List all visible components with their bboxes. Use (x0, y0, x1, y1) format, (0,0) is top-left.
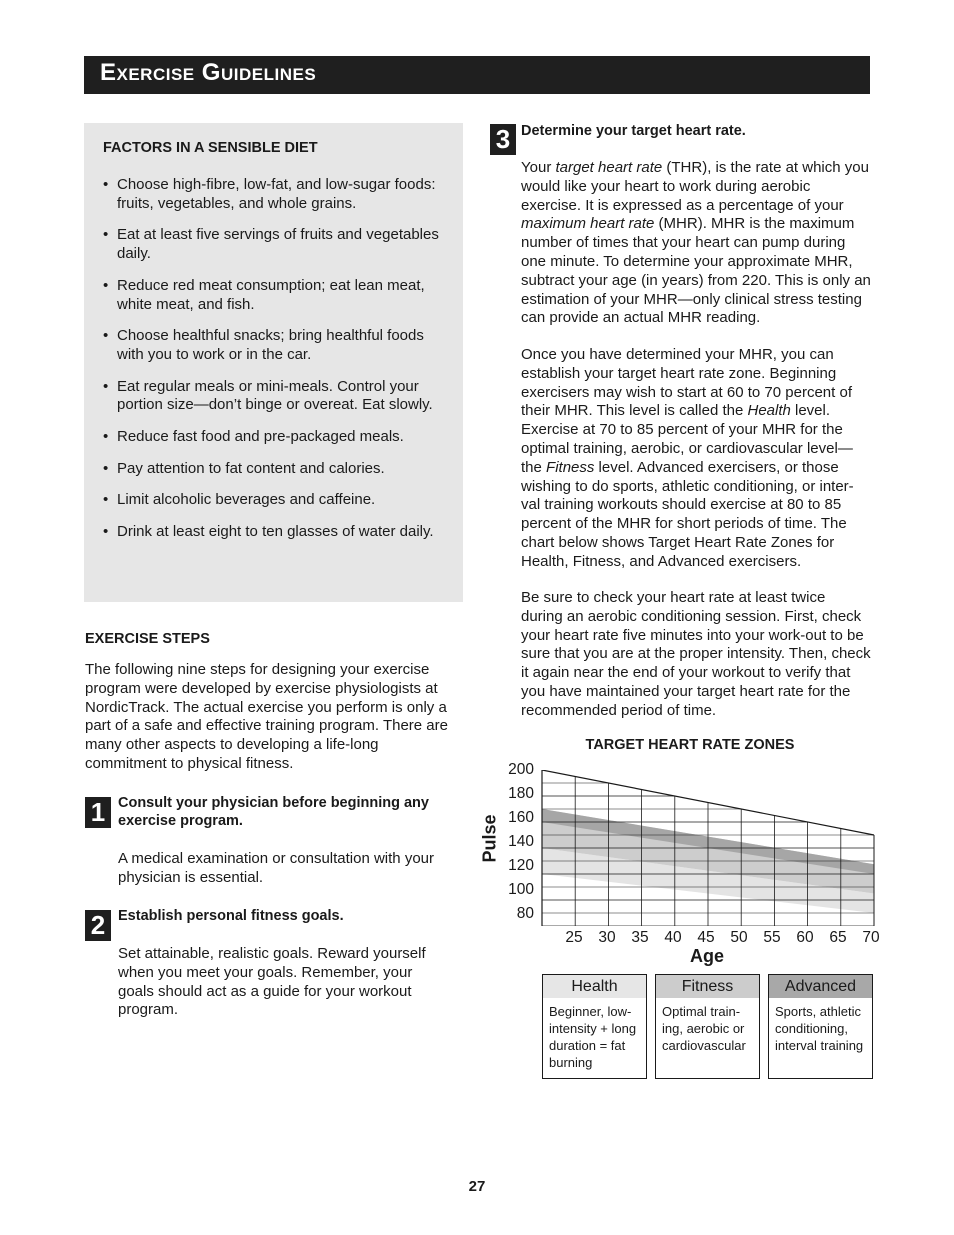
legend-advanced-title: Advanced (769, 975, 872, 998)
list-item: • Pay attention to fat content and calories. (103, 460, 448, 479)
legend-health-desc: Beginner, low-intensity + long duration = fat burning (549, 1004, 637, 1070)
x-tick-label: 25 (565, 929, 583, 946)
list-item: • Eat at least five servings of fruits and vegetables daily. (103, 226, 448, 263)
y-tick-label: 140 (508, 833, 534, 850)
heart-rate-zone-chart (541, 770, 875, 930)
x-axis-label: Age (690, 946, 725, 966)
y-tick-label: 100 (508, 881, 534, 898)
step-1-text: A medical examination or consultation with your physician is essential. (118, 850, 434, 886)
y-tick-label: 80 (516, 905, 534, 922)
text-run: Once you have determined your MHR, you can establish your target heart rate zone. Beginning exercisers may wish to start at 60 to 70 percent of their MHR. This level is called the (521, 346, 852, 420)
step-1-heading: Consult your physician before beginning any exercise program. (118, 795, 429, 829)
step-3-heading: Determine your target heart rate. (521, 123, 746, 139)
page-number: 27 (468, 1178, 486, 1195)
step-3-paragraph-1 (521, 159, 871, 328)
list-item: • Choose high-fibre, low-fat, and low-sugar foods: fruits, vegetables, and whole grains. (103, 176, 448, 213)
legend-health (542, 974, 647, 1079)
thr-term: target heart rate (555, 159, 663, 176)
legend-fitness (655, 974, 760, 1079)
diet-heading: FACTORS IN A SENSIBLE DIET (103, 140, 318, 156)
x-tick-label: 30 (598, 929, 616, 946)
legend-advanced-desc: Sports, athletic conditioning, interval training (775, 1004, 864, 1053)
y-axis-label-box (470, 812, 520, 872)
text-run: (MHR). MHR is the maximum number of times that your heart can pump during one minute. To determine your approximate MHR, subtract your age (in years) from 220. This is only an estimation of your MHR—only clinical stress testing can provide an actual MHR reading. (521, 215, 871, 327)
step-2-heading: Establish personal fitness goals. (118, 908, 344, 924)
health-term: Health (747, 402, 791, 420)
legend-advanced (768, 974, 873, 1079)
list-item: • Reduce red meat consumption; eat lean meat, white meat, and fish. (103, 277, 448, 314)
x-tick-label: 50 (730, 929, 748, 946)
text-run: (THR), is the rate at which you would like your heart to work during aerobic exercise. It is expressed as a percentage of your (521, 159, 869, 214)
step-3-paragraph-3: Be sure to check your heart rate at least twice during an aerobic conditioning session. First, check your heart rate five minutes into your work-out to be sure that you are at the proper intensity. Then, check it again near the end of your workout to verify that you have maintained your target heart rate for the recommended period of time. (521, 589, 871, 719)
y-tick-label: 180 (508, 785, 534, 802)
exercise-steps-intro: The following nine steps for designing your exercise program were developed by exercise physiologists at NordicTrack. The actual exercise you perform is only a part of a safe and effective training program. There are many other aspects to developing a life-long commitment to physical fitness. (85, 661, 448, 772)
legend-health-title: Health (543, 975, 646, 998)
list-item: • Choose healthful snacks; bring healthful foods with you to work or in the car. (103, 327, 448, 364)
y-tick-label: 120 (508, 857, 534, 874)
mhr-term: maximum heart rate (521, 215, 655, 233)
x-tick-label: 70 (862, 929, 880, 946)
list-item: • Limit alcoholic beverages and caffeine. (103, 491, 448, 510)
y-axis-label: Pulse (479, 814, 500, 863)
step-2-badge: 2 (85, 910, 111, 941)
list-item: • Eat regular meals or mini-meals. Control your portion size—don’t binge or overeat. Eat slowly. (103, 378, 448, 415)
step-3-paragraph-2 (521, 346, 871, 572)
text-run: Your (521, 159, 556, 176)
fitness-term: Fitness (546, 458, 595, 476)
y-tick-label: 160 (508, 809, 534, 826)
x-tick-label: 35 (631, 929, 649, 946)
diet-factors-box (84, 123, 463, 602)
list-item: • Drink at least eight to ten glasses of water daily. (103, 523, 448, 542)
x-tick-label: 65 (829, 929, 847, 946)
step-3-badge: 3 (490, 124, 516, 155)
x-tick-label: 60 (796, 929, 814, 946)
list-item: • Reduce fast food and pre-packaged meals. (103, 428, 448, 447)
legend-fitness-desc: Optimal train-ing, aerobic or cardiovascular (662, 1004, 746, 1053)
page-title: Exercise Guidelines (100, 59, 317, 86)
chart-title: TARGET HEART RATE ZONES (585, 737, 795, 753)
text-run: level. Exercise at 70 to 85 percent of your MHR for the optimal training, aerobic, or cardiovascular level—the (521, 402, 853, 476)
x-tick-label: 45 (697, 929, 715, 946)
legend-fitness-title: Fitness (656, 975, 759, 998)
step-2-text: Set attainable, realistic goals. Reward yourself when you meet your goals. Remember, your goals should act as a guide for your workout program. (118, 945, 426, 1019)
page-header (84, 56, 870, 94)
exercise-steps-heading: EXERCISE STEPS (85, 631, 210, 647)
step-1-badge: 1 (85, 797, 111, 828)
diet-list (103, 176, 448, 555)
y-tick-label: 200 (508, 761, 534, 778)
x-tick-label: 55 (763, 929, 781, 946)
x-tick-label: 40 (664, 929, 682, 946)
text-run: level. Advanced exercisers, or those wishing to do sports, athletic conditioning, or inter-val training workouts should exercise at 80 to 85 percent of the MHR for short periods of time. The chart below shows Target Heart Rate Zones for Health, Fitness, and Advanced exercisers. (521, 458, 854, 570)
